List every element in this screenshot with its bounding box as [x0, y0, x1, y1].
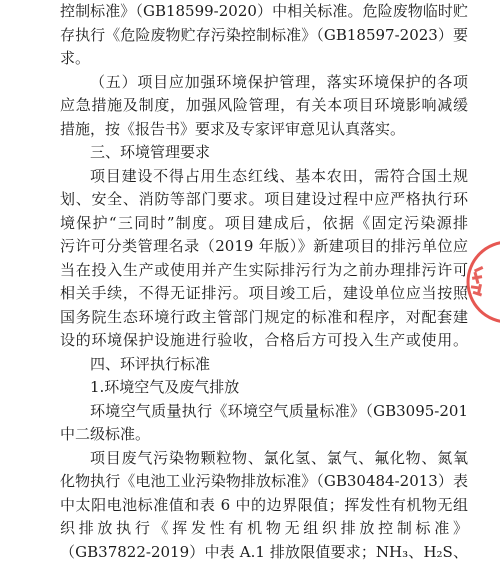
paragraph-line: 控制标准》（GB18599-2020）中相关标准。危险废物临时贮 [60, 2, 468, 20]
paragraph-line: 相关手续，不得无证排污。项目竣工后，建设单位应当按照 [60, 284, 468, 302]
paragraph-line: 项目建设不得占用生态红线、基本农田，需符合国土规 [90, 166, 468, 185]
paragraph-line: 织排放执行《挥发性有机物无组织排放控制标准》 [60, 519, 468, 537]
paragraph-line: 污许可分类管理名录（2019 年版）》新建项目的排污单位应 [60, 237, 468, 255]
paragraph-line: 中太阳电池标准值和表 6 中的边界限值；挥发性有机物无组 [60, 495, 468, 514]
paragraph-line: 环境空气质量执行《环境空气质量标准》（GB3095-201 [90, 401, 468, 420]
paragraph-line: 应急措施及制度，加强风险管理，有关本项目环境影响减缓 [60, 96, 468, 114]
paragraph-line: （五）项目应加强环境保护管理，落实环境保护的各项 [90, 72, 468, 91]
paragraph-line: 境保护“三同时”制度。项目建成后，依据《固定污染源排 [60, 213, 468, 232]
document-body [60, 0, 468, 564]
section-heading: 三、环境管理要求 [90, 143, 211, 161]
paragraph-line: 存执行《危险废物贮存污染控制标准》（GB18597-2023）要 [60, 25, 468, 44]
paragraph-line: （GB37822-2019）中表 A.1 排放限值要求；NH₃、H₂S、 [60, 542, 468, 561]
paragraph-line: 中二级标准。 [60, 425, 151, 443]
paragraph-line: 项目废气污染物颗粒物、氯化氢、氯气、氟化物、氮氧 [90, 448, 468, 467]
paragraph-line: 划、安全、消防等部门要求。项目建设过程中应严格执行环 [60, 190, 468, 208]
paragraph-line: 措施，按《报告书》要求及专家评审意见认真落实。 [60, 119, 406, 138]
section-heading: 四、环评执行标准 [90, 354, 211, 373]
paragraph-line: 求。 [60, 49, 91, 67]
paragraph-line: 化物执行《电池工业污染物排放标准》（GB30484-2013）表 [60, 472, 468, 490]
official-seal-icon [458, 236, 500, 328]
paragraph-line: 国务院生态环境行政主管部门规定的标准和程序，对配套建 [60, 307, 468, 326]
paragraph-line: 设的环境保护设施进行验收，合格后方可投入生产或使用。 [60, 331, 468, 349]
paragraph-line: 当在投入生产或使用并产生实际排污行为之前办理排污许可 [60, 260, 468, 279]
subsection-heading: 1.环境空气及废气排放 [90, 378, 240, 396]
